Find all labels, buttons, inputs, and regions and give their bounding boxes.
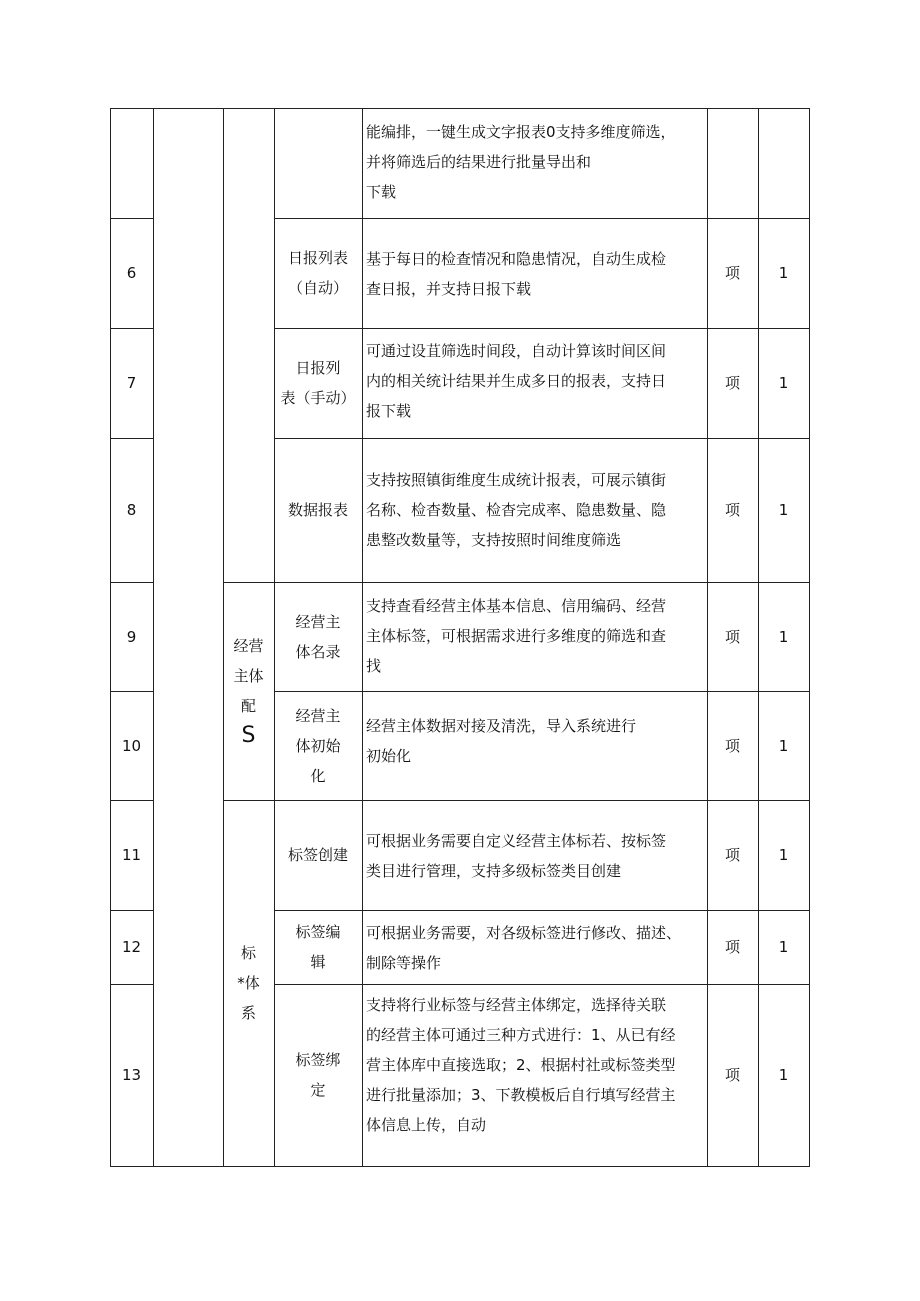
row-number: 6 (126, 264, 137, 282)
row-description: 可通过设苴筛选时间段，自动计算该时间区间 内的相关统计结果并生成多日的报表，支持日 报下载 (366, 342, 667, 420)
function-name: 经营主 体初始 化 (295, 706, 341, 785)
row-description: 可根据业务需要自定义经营主体标若、按标签 类目进行管理，支持多级标签类目创建 (366, 832, 667, 880)
quantity-cell: 1 (778, 1066, 789, 1084)
function-name: 经营主 体名录 (295, 612, 341, 661)
row-description: 支持查看经营主体基本信息、信用编码、经营 主体标签，可根据需求进行多维度的筛选和查 找 (366, 597, 667, 675)
row-number: 7 (126, 374, 137, 392)
unit-cell: 项 (724, 1066, 740, 1084)
row-description: 支持将行业标签与经营主体绑定，选择待关联 的经营主体可通过三种方式进行：1、从已有经 营主体库中直接选取；2、根据村社或标签类型 进行批量添加；3、下教模板后自行填写经营主 体信息上传，自动 (366, 996, 676, 1134)
row-description: 基于每日的检查情况和隐患情况，自动生成检 查日报，并支持日报下载 (366, 250, 667, 298)
quantity-cell: 1 (778, 938, 789, 956)
quantity-cell: 1 (778, 374, 789, 392)
quantity-cell: 1 (778, 846, 789, 864)
function-name: 日报列 表（手动） (280, 359, 356, 407)
quantity-cell: 1 (778, 501, 789, 519)
quantity-cell: 1 (778, 736, 789, 755)
function-name: 标签创建 (287, 846, 348, 864)
quantity-cell: 1 (778, 264, 789, 282)
row-description: 支持按照镇街维度生成统计报表，可展示镇街 名称、检杳数量、检杳完成率、隐患数量、隐 患整改数量等，支持按照时间维度筛选 (366, 471, 667, 549)
row-number: 9 (126, 627, 137, 646)
group-tag-system: 标 *体 系 (237, 944, 260, 1022)
unit-cell: 项 (724, 736, 740, 755)
unit-cell: 项 (724, 374, 740, 392)
row-number: 8 (126, 501, 137, 519)
desc-line: 并将筛选后的结果进行批量导出和 (366, 153, 592, 171)
row-number: 12 (121, 938, 142, 956)
unit-cell: 项 (724, 627, 740, 646)
unit-cell: 项 (724, 846, 740, 864)
unit-cell: 项 (724, 264, 740, 282)
unit-cell: 项 (724, 501, 740, 519)
quantity-cell: 1 (778, 627, 789, 646)
function-name: 数据报表 (287, 501, 348, 519)
row-description (366, 117, 706, 207)
row-number: 13 (121, 1066, 142, 1084)
row-description: 经营主体数据对接及清洗，导入系统进行 初始化 (366, 717, 637, 765)
desc-line: 下载 (366, 183, 397, 201)
row-number: 11 (121, 846, 142, 864)
row-description: 可根据业务需要，对各级标签进行修改、描述、 制除等操作 (366, 924, 682, 972)
function-name: 日报列表 （自动） (287, 249, 348, 297)
desc-line: 能编排，一键生成文字报表0支持多维度筛选， (366, 123, 676, 141)
row-number: 10 (121, 736, 142, 755)
function-name: 标签编 辑 (295, 923, 341, 971)
function-name: 标签绑 定 (295, 1051, 341, 1099)
group-entity-config: 经营 主体 配 S (233, 637, 264, 748)
unit-cell: 项 (724, 938, 740, 956)
